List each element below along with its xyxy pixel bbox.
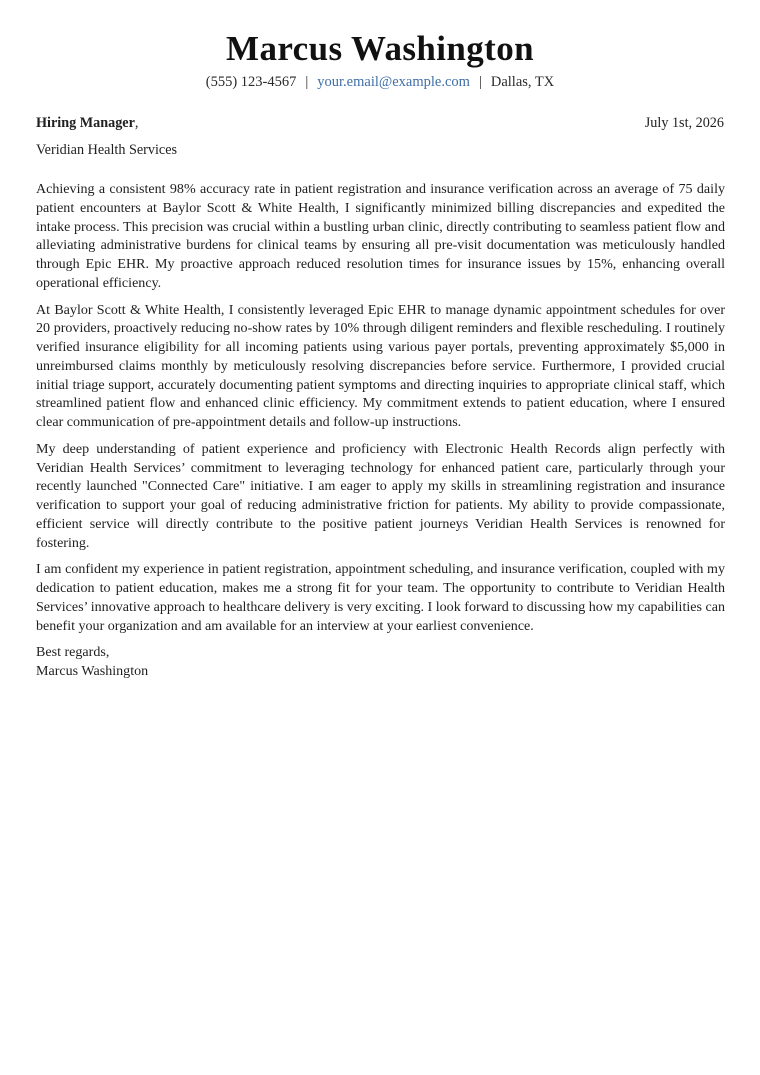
closing-salutation: Best regards, (36, 644, 110, 661)
signature-name: Marcus Washington (36, 663, 149, 679)
contact-separator: | (478, 74, 482, 90)
body-paragraph: Achieving a consistent 98% accuracy rate in patient registration and insurance verification across an average of 75 daily patient encounters at Baylor Scott & White Health, I significantly minimized billing discrepancies and expedited the intake process. This precision was crucial within a bustling urban clinic, directly contributing to seamless patient flow and alleviating administrative burdens for clinical teams by ensuring all pre-visit documentation was meticulously handled through Epic EHR. My proactive approach reduced resolution times for insurance issues by 15%, enhancing overall operational efficiency. (36, 181, 725, 291)
body-paragraph: At Baylor Scott & White Health, I consistently leveraged Epic EHR to manage dynamic appointment schedules for over 20 providers, proactively reducing no-show rates by 10% through diligent reminders and flexible rescheduling. I routinely verified insurance eligibility for all incoming patients using various payer portals, preventing approximately $5,000 in unreimbursed claims monthly by meticulously resolving discrepancies before service. Furthermore, I provided crucial initial triage support, accurately documenting patient symptoms and directing inquiries to appropriate clinical staff, which streamlined patient flow and enhanced clinic efficiency. My commitment extends to patient education, where I ensured clear communication of pre-appointment details and follow-up instructions. (36, 301, 725, 430)
contact-separator: | (305, 74, 309, 90)
recipient-title-comma: , (134, 115, 139, 131)
body-paragraph: My deep understanding of patient experience and proficiency with Electronic Health Records align perfectly with Veridian Health Services’ commitment to leveraging technology for enhanced patient care, particularly through your recently launched "Connected Care" initiative. I am eager to apply my skills in streamlining registration and insurance verification to support your goal of reducing administrative friction for patients. My ability to provide compassionate, efficient service will directly contribute to the positive patient journeys Veridian Health Services is renowned for fostering. (36, 440, 725, 551)
phone-number: (555) 123-4567 (205, 74, 297, 90)
letter-closing (36, 643, 725, 681)
recipient-date-row (36, 114, 724, 132)
body-paragraph: I am confident my experience in patient registration, appointment scheduling, and insurance verification, coupled with my dedication to patient education, makes me a strong fit for your team. The opportunity to contribute to Veridian Health Services’ innovative approach to healthcare delivery is very exciting. I look forward to discussing how my capabilities can benefit your organization and am available for an interview at your earliest convenience. (36, 561, 725, 634)
recipient-title (36, 114, 138, 132)
email-link[interactable]: your.email@example.com (317, 74, 470, 90)
letter-date: July 1st, 2026 (644, 115, 724, 131)
applicant-name: Marcus Washington (226, 29, 534, 68)
location: Dallas, TX (490, 74, 555, 90)
contact-line (0, 73, 760, 91)
recipient-title-text: Hiring Manager (36, 115, 135, 131)
recipient-company: Veridian Health Services (36, 142, 178, 158)
letter-body (36, 180, 725, 681)
